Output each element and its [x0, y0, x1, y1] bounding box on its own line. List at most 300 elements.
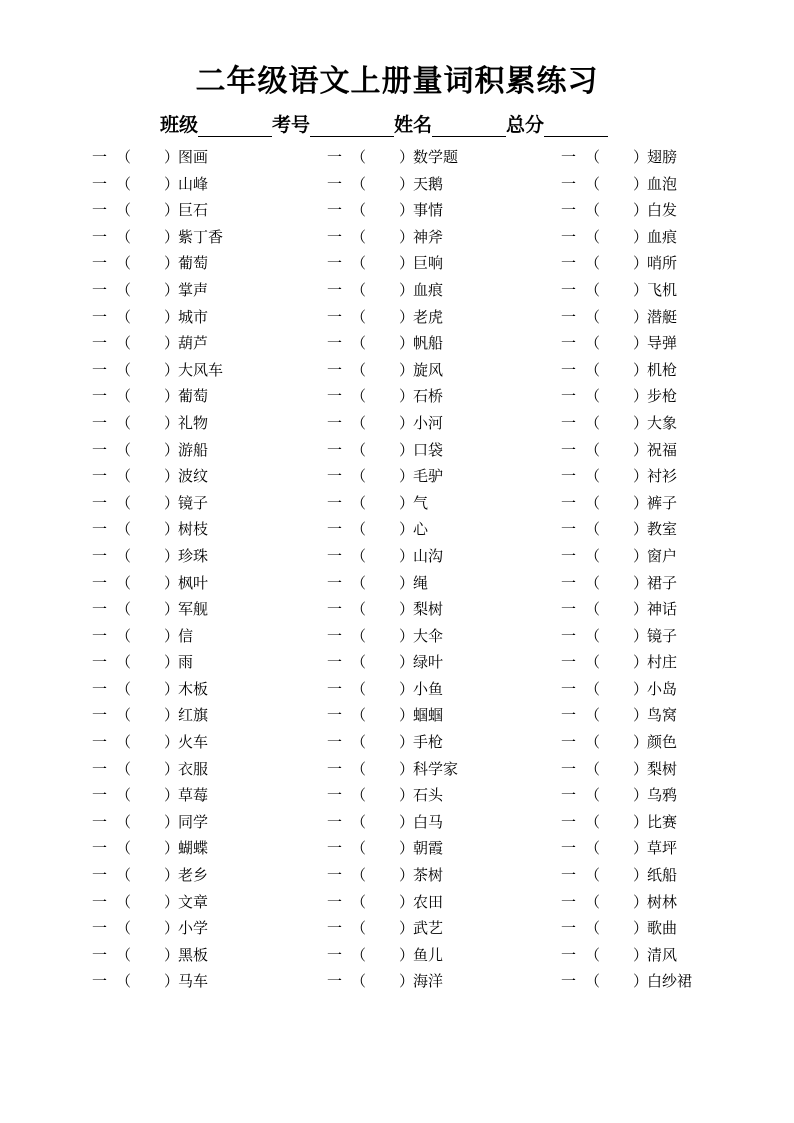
noun-word: 木板 [178, 679, 209, 698]
quantity-prefix: 一 [92, 387, 108, 406]
left-paren: （ [116, 546, 132, 565]
left-paren: （ [116, 334, 132, 353]
quantity-prefix: 一 [92, 733, 108, 752]
exercise-item [561, 144, 761, 171]
exercise-item [327, 330, 527, 357]
exercise-item [92, 171, 292, 198]
right-paren: ） [633, 546, 649, 565]
right-paren: ） [399, 360, 415, 379]
quantity-prefix: 一 [327, 413, 343, 432]
noun-word: 小学 [178, 919, 209, 938]
left-paren: （ [585, 307, 601, 326]
quantity-prefix: 一 [561, 733, 577, 752]
exercise-item [561, 649, 761, 676]
noun-word: 马车 [178, 972, 209, 991]
noun-word: 乌鸦 [647, 786, 678, 805]
exercise-item [327, 383, 527, 410]
quantity-prefix: 一 [561, 440, 577, 459]
quantity-prefix: 一 [92, 786, 108, 805]
noun-word: 帆船 [413, 334, 444, 353]
noun-word: 教室 [647, 520, 678, 539]
exercise-row [0, 862, 794, 889]
noun-word: 梨树 [413, 600, 444, 619]
right-paren: ） [164, 413, 180, 432]
left-paren: （ [585, 786, 601, 805]
quantity-prefix: 一 [327, 812, 343, 831]
noun-word: 红旗 [178, 706, 209, 725]
noun-word: 比赛 [647, 812, 678, 831]
right-paren: ） [164, 706, 180, 725]
right-paren: ） [633, 254, 649, 273]
left-paren: （ [351, 201, 367, 220]
exercise-item [561, 197, 761, 224]
right-paren: ） [399, 307, 415, 326]
noun-word: 神话 [647, 600, 678, 619]
quantity-prefix: 一 [561, 467, 577, 486]
noun-word: 图画 [178, 148, 209, 166]
quantity-prefix: 一 [92, 254, 108, 273]
right-paren: ） [399, 201, 415, 220]
right-paren: ） [164, 334, 180, 353]
right-paren: ） [399, 786, 415, 805]
quantity-prefix: 一 [327, 227, 343, 246]
name-label: 姓名 [394, 114, 433, 136]
exercise-item [561, 437, 761, 464]
noun-word: 文章 [178, 892, 209, 911]
quantity-prefix: 一 [561, 493, 577, 512]
noun-word: 火车 [178, 733, 209, 752]
quantity-prefix: 一 [327, 360, 343, 379]
quantity-prefix: 一 [561, 546, 577, 565]
quantity-prefix: 一 [327, 467, 343, 486]
quantity-prefix: 一 [92, 227, 108, 246]
quantity-prefix: 一 [327, 546, 343, 565]
left-paren: （ [116, 600, 132, 619]
noun-word: 哨所 [647, 254, 678, 273]
quantity-prefix: 一 [327, 945, 343, 964]
left-paren: （ [585, 866, 601, 885]
left-paren: （ [116, 201, 132, 220]
noun-word: 农田 [413, 892, 444, 911]
quantity-prefix: 一 [92, 626, 108, 645]
noun-word: 祝福 [647, 440, 678, 459]
right-paren: ） [164, 520, 180, 539]
right-paren: ） [399, 467, 415, 486]
left-paren: （ [116, 360, 132, 379]
exercise-item [561, 383, 761, 410]
quantity-prefix: 一 [92, 413, 108, 432]
exercise-row [0, 171, 794, 198]
right-paren: ） [164, 733, 180, 752]
noun-word: 手枪 [413, 733, 444, 752]
exercise-row [0, 729, 794, 756]
quantity-prefix: 一 [92, 334, 108, 353]
noun-word: 礼物 [178, 413, 209, 432]
exercise-item [561, 756, 761, 783]
noun-word: 大伞 [413, 626, 444, 645]
right-paren: ） [164, 812, 180, 831]
right-paren: ） [399, 706, 415, 725]
right-paren: ） [164, 945, 180, 964]
right-paren: ） [399, 972, 415, 991]
quantity-prefix: 一 [561, 919, 577, 938]
right-paren: ） [164, 653, 180, 672]
noun-word: 同学 [178, 812, 209, 831]
right-paren: ） [633, 892, 649, 911]
left-paren: （ [585, 440, 601, 459]
exercise-item [327, 915, 527, 942]
exercise-item [92, 304, 292, 331]
quantity-prefix: 一 [561, 812, 577, 831]
noun-word: 飞机 [647, 280, 678, 299]
exercise-row [0, 649, 794, 676]
quantity-prefix: 一 [561, 387, 577, 406]
right-paren: ） [399, 413, 415, 432]
quantity-prefix: 一 [327, 440, 343, 459]
noun-word: 石桥 [413, 387, 444, 406]
class-label: 班级 [160, 114, 199, 136]
noun-word: 葡萄 [178, 387, 209, 406]
noun-word: 茶树 [413, 866, 444, 885]
left-paren: （ [351, 440, 367, 459]
noun-word: 机枪 [647, 360, 678, 379]
exercise-item [561, 304, 761, 331]
right-paren: ） [164, 919, 180, 938]
quantity-prefix: 一 [327, 679, 343, 698]
exercise-item [561, 516, 761, 543]
quantity-prefix: 一 [561, 307, 577, 326]
right-paren: ） [633, 360, 649, 379]
right-paren: ） [633, 201, 649, 220]
quantity-prefix: 一 [561, 706, 577, 725]
exercise-item [327, 144, 527, 171]
exercise-row [0, 516, 794, 543]
left-paren: （ [585, 413, 601, 432]
exercise-row [0, 915, 794, 942]
left-paren: （ [116, 387, 132, 406]
noun-word: 巨石 [178, 201, 209, 220]
quantity-prefix: 一 [561, 679, 577, 698]
exercise-item [327, 570, 527, 597]
exercise-row [0, 623, 794, 650]
right-paren: ） [164, 360, 180, 379]
noun-word: 枫叶 [178, 573, 209, 592]
left-paren: （ [351, 280, 367, 299]
exercise-item [92, 197, 292, 224]
noun-word: 衬衫 [647, 467, 678, 486]
left-paren: （ [116, 626, 132, 645]
exercise-item [561, 968, 761, 995]
noun-word: 裤子 [647, 493, 678, 512]
quantity-prefix: 一 [561, 892, 577, 911]
exercise-item [561, 942, 761, 969]
noun-word: 大象 [647, 413, 678, 432]
noun-word: 梨树 [647, 759, 678, 778]
left-paren: （ [116, 706, 132, 725]
exercise-item [561, 862, 761, 889]
exercise-item [92, 383, 292, 410]
noun-word: 葡萄 [178, 254, 209, 273]
exercise-item [561, 250, 761, 277]
quantity-prefix: 一 [561, 786, 577, 805]
quantity-prefix: 一 [327, 280, 343, 299]
quantity-prefix: 一 [92, 201, 108, 220]
left-paren: （ [351, 387, 367, 406]
right-paren: ） [633, 679, 649, 698]
right-paren: ） [633, 866, 649, 885]
right-paren: ） [164, 254, 180, 273]
right-paren: ） [633, 520, 649, 539]
noun-word: 珍珠 [178, 546, 209, 565]
noun-word: 小岛 [647, 679, 678, 698]
right-paren: ） [633, 413, 649, 432]
exercise-item [92, 357, 292, 384]
right-paren: ） [633, 945, 649, 964]
right-paren: ） [164, 866, 180, 885]
right-paren: ） [633, 227, 649, 246]
exercise-item [327, 809, 527, 836]
noun-word: 蝴蝶 [178, 839, 209, 858]
left-paren: （ [116, 520, 132, 539]
quantity-prefix: 一 [561, 280, 577, 299]
left-paren: （ [116, 254, 132, 273]
exam-number-blank[interactable] [310, 116, 394, 137]
left-paren: （ [351, 546, 367, 565]
quantity-prefix: 一 [327, 493, 343, 512]
right-paren: ） [399, 440, 415, 459]
right-paren: ） [633, 440, 649, 459]
left-paren: （ [351, 812, 367, 831]
right-paren: ） [399, 653, 415, 672]
left-paren: （ [116, 413, 132, 432]
left-paren: （ [351, 839, 367, 858]
left-paren: （ [351, 759, 367, 778]
exercise-item [327, 490, 527, 517]
score-blank[interactable] [544, 116, 608, 137]
exercise-item [92, 809, 292, 836]
noun-word: 蝈蝈 [413, 706, 444, 725]
quantity-prefix: 一 [92, 972, 108, 991]
exercise-row [0, 543, 794, 570]
left-paren: （ [116, 679, 132, 698]
quantity-prefix: 一 [92, 280, 108, 299]
right-paren: ） [164, 546, 180, 565]
noun-word: 翅膀 [647, 148, 678, 166]
exercise-row [0, 410, 794, 437]
left-paren: （ [116, 892, 132, 911]
left-paren: （ [351, 919, 367, 938]
quantity-prefix: 一 [327, 759, 343, 778]
noun-word: 鸟窝 [647, 706, 678, 725]
noun-word: 草坪 [647, 839, 678, 858]
quantity-prefix: 一 [92, 892, 108, 911]
exercise-item [92, 596, 292, 623]
noun-word: 毛驴 [413, 467, 444, 486]
left-paren: （ [585, 334, 601, 353]
left-paren: （ [351, 227, 367, 246]
quantity-prefix: 一 [327, 892, 343, 911]
right-paren: ） [399, 573, 415, 592]
exercise-item [92, 250, 292, 277]
quantity-prefix: 一 [327, 972, 343, 991]
right-paren: ） [399, 493, 415, 512]
left-paren: （ [351, 866, 367, 885]
exercise-item [561, 171, 761, 198]
noun-word: 树林 [647, 892, 678, 911]
quantity-prefix: 一 [92, 866, 108, 885]
right-paren: ） [164, 307, 180, 326]
name-blank[interactable] [432, 116, 506, 137]
exercise-item [327, 729, 527, 756]
right-paren: ） [399, 254, 415, 273]
noun-word: 城市 [178, 307, 209, 326]
noun-word: 海洋 [413, 972, 444, 991]
exercise-item [561, 623, 761, 650]
exercise-item [327, 437, 527, 464]
right-paren: ） [399, 892, 415, 911]
quantity-prefix: 一 [327, 334, 343, 353]
right-paren: ） [399, 839, 415, 858]
right-paren: ） [633, 467, 649, 486]
exercise-item [561, 889, 761, 916]
left-paren: （ [351, 679, 367, 698]
quantity-prefix: 一 [92, 467, 108, 486]
quantity-prefix: 一 [92, 600, 108, 619]
noun-word: 葫芦 [178, 334, 209, 353]
noun-word: 山峰 [178, 174, 209, 193]
left-paren: （ [116, 467, 132, 486]
noun-word: 口袋 [413, 440, 444, 459]
noun-word: 镜子 [178, 493, 209, 512]
noun-word: 紫丁香 [178, 227, 224, 246]
left-paren: （ [351, 892, 367, 911]
right-paren: ） [633, 812, 649, 831]
quantity-prefix: 一 [561, 227, 577, 246]
right-paren: ） [164, 201, 180, 220]
noun-word: 绿叶 [413, 653, 444, 672]
noun-word: 游船 [178, 440, 209, 459]
noun-word: 白纱裙 [647, 972, 693, 991]
exercise-row [0, 942, 794, 969]
left-paren: （ [351, 520, 367, 539]
noun-word: 窗户 [647, 546, 678, 565]
quantity-prefix: 一 [92, 440, 108, 459]
left-paren: （ [585, 839, 601, 858]
exercise-row [0, 463, 794, 490]
right-paren: ） [164, 440, 180, 459]
quantity-prefix: 一 [561, 201, 577, 220]
noun-word: 巨响 [413, 254, 444, 273]
quantity-prefix: 一 [561, 653, 577, 672]
quantity-prefix: 一 [561, 600, 577, 619]
noun-word: 清风 [647, 945, 678, 964]
exercise-item [327, 649, 527, 676]
exercise-item [92, 968, 292, 995]
left-paren: （ [116, 148, 132, 166]
left-paren: （ [116, 945, 132, 964]
exercise-row [0, 224, 794, 251]
exercise-item [327, 410, 527, 437]
exercise-item [327, 543, 527, 570]
class-blank[interactable] [198, 116, 272, 137]
left-paren: （ [585, 360, 601, 379]
left-paren: （ [585, 254, 601, 273]
right-paren: ） [633, 839, 649, 858]
right-paren: ） [633, 653, 649, 672]
quantity-prefix: 一 [327, 626, 343, 645]
quantity-prefix: 一 [92, 493, 108, 512]
quantity-prefix: 一 [561, 866, 577, 885]
quantity-prefix: 一 [327, 307, 343, 326]
exercise-item [92, 649, 292, 676]
left-paren: （ [351, 945, 367, 964]
exercise-item [92, 676, 292, 703]
left-paren: （ [585, 653, 601, 672]
right-paren: ） [164, 148, 180, 166]
exercise-item [327, 756, 527, 783]
exercise-item [561, 410, 761, 437]
left-paren: （ [585, 573, 601, 592]
quantity-prefix: 一 [327, 201, 343, 220]
quantity-prefix: 一 [92, 653, 108, 672]
right-paren: ） [633, 493, 649, 512]
noun-word: 鱼儿 [413, 945, 444, 964]
noun-word: 老虎 [413, 307, 444, 326]
quantity-prefix: 一 [327, 786, 343, 805]
right-paren: ） [399, 733, 415, 752]
left-paren: （ [585, 174, 601, 193]
exercise-item [92, 277, 292, 304]
exercise-row [0, 968, 794, 995]
right-paren: ） [164, 972, 180, 991]
exercise-item [327, 171, 527, 198]
quantity-prefix: 一 [561, 334, 577, 353]
right-paren: ） [399, 759, 415, 778]
left-paren: （ [351, 573, 367, 592]
left-paren: （ [351, 254, 367, 273]
right-paren: ） [164, 892, 180, 911]
noun-word: 气 [413, 493, 429, 512]
noun-word: 信 [178, 626, 194, 645]
exercise-item [561, 915, 761, 942]
left-paren: （ [585, 280, 601, 299]
exercise-row [0, 357, 794, 384]
noun-word: 事情 [413, 201, 444, 220]
right-paren: ） [399, 866, 415, 885]
quantity-prefix: 一 [327, 148, 343, 166]
right-paren: ） [633, 334, 649, 353]
left-paren: （ [351, 626, 367, 645]
noun-word: 血泡 [647, 174, 678, 193]
right-paren: ） [164, 759, 180, 778]
exercise-item [561, 596, 761, 623]
right-paren: ） [399, 387, 415, 406]
exercise-grid [0, 144, 794, 995]
quantity-prefix: 一 [92, 307, 108, 326]
exercise-row [0, 570, 794, 597]
left-paren: （ [116, 227, 132, 246]
noun-word: 颜色 [647, 733, 678, 752]
left-paren: （ [585, 919, 601, 938]
exercise-item [92, 756, 292, 783]
right-paren: ） [633, 387, 649, 406]
noun-word: 旋风 [413, 360, 444, 379]
noun-word: 武艺 [413, 919, 444, 938]
quantity-prefix: 一 [327, 600, 343, 619]
exercise-item [327, 782, 527, 809]
exercise-row [0, 835, 794, 862]
right-paren: ） [633, 626, 649, 645]
